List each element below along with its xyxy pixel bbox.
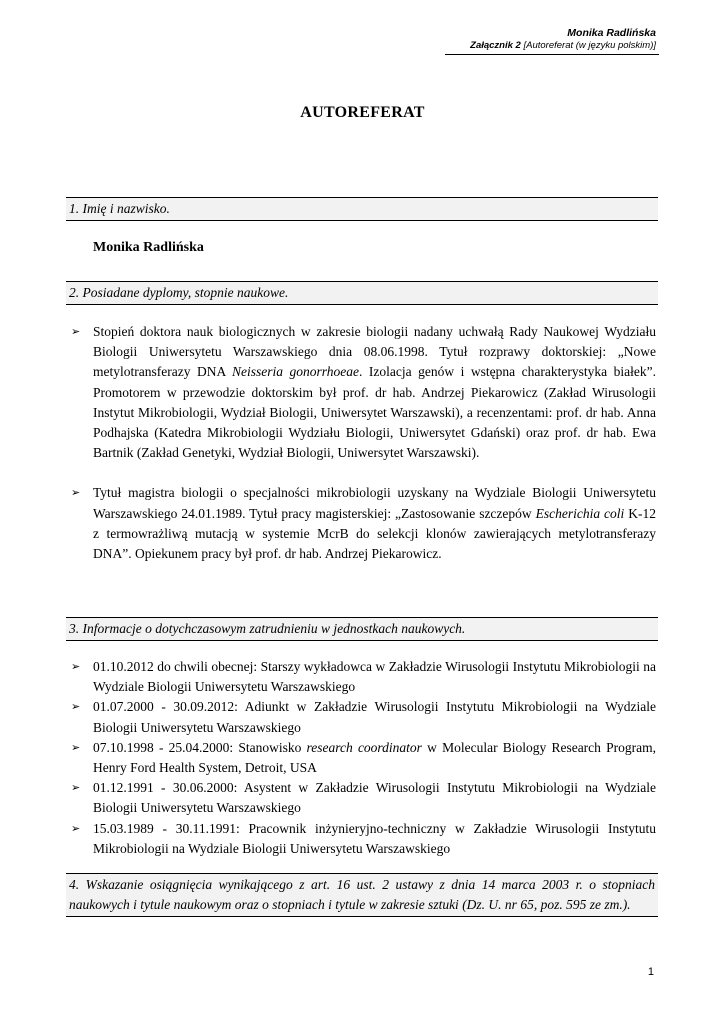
person-name: Monika Radlińska xyxy=(93,240,204,255)
section-3-heading: 3. Informacje o dotychczasowym zatrudnieniu w jednostkach naukowych. xyxy=(66,617,658,641)
section-4-heading: 4. Wskazanie osiągnięcia wynikającego z art. 16 ust. 2 ustawy z dnia 14 marca 2003 r. o stopniach naukowych i tytule naukowym oraz o stopniach i tytule w zakresie sztuki (Dz. U. nr 65, poz. 595 ze zm.). xyxy=(66,873,658,917)
employment-list xyxy=(71,657,656,859)
job-2-text: 01.07.2000 - 30.09.2012: Adiunkt w Zakładzie Wirusologii Instytutu Mikrobiologii na Wydziale Biologii Uniwersytetu Warszawskiego xyxy=(93,699,656,735)
bullet-arrow-icon: ➢ xyxy=(71,740,81,754)
list-item-job-4 xyxy=(71,778,656,818)
bullet-arrow-icon: ➢ xyxy=(71,486,81,500)
bullet-arrow-icon: ➢ xyxy=(71,325,81,338)
bullet-arrow-icon: ➢ xyxy=(71,781,81,795)
header-attachment-desc: [Autoreferat (w języku polskim)] xyxy=(520,40,656,51)
header-attachment xyxy=(470,40,656,51)
masters-text-2: K-12 z termowrażliwą mutacją w systemie McrB do selekcji klonów zawierających metylotransferazy DNA”. Opiekunem pracy był prof. dr hab. Andrzej Piekarowicz. xyxy=(93,505,656,562)
bullet-arrow-icon: ➢ xyxy=(71,700,81,714)
job-4-text: 01.12.1991 - 30.06.2000: Asystent w Zakładzie Wirusologii Instytutu Mikrobiologii na Wydziale Biologii Uniwersytetu Warszawskiego xyxy=(93,780,656,816)
section-1-heading: 1. Imię i nazwisko. xyxy=(66,197,658,221)
list-item-job-2 xyxy=(71,697,656,737)
header-author: Monika Radlińska xyxy=(567,27,656,39)
bullet-arrow-icon: ➢ xyxy=(71,821,81,835)
job-5-text: 15.03.1989 - 30.11.1991: Pracownik inżynieryjno-techniczny w Zakładzie Wirusologii Instytutu Mikrobiologii na Wydziale Biologii Uniwersytetu Warszawskiego xyxy=(93,820,656,856)
job-3-text-2: w Molecular Biology Research Program, Henry Ford Health System, Detroit, USA xyxy=(93,739,656,776)
list-item-masters xyxy=(71,483,656,564)
phd-species: Neisseria gonorrhoeae xyxy=(232,364,360,380)
header-attachment-label: Załącznik 2 xyxy=(470,40,521,51)
phd-text-2: . Izolacja genów i wstępna charakterystyka białek”. Promotorem w przewodzie doktorskim był prof. dr hab. Andrzej Piekarowicz (Zakład Wirusologii Instytut Mikrobiologii, Wydział Biologii, Uniwersytet Warszawski), a recenzentami: prof. dr hab. Anna Podhajska (Katedra Mikrobiologii Wydziału Biologii, Uniwersytet Gdański) oraz prof. dr hab. Ewa Bartnik (Zakład Genetyki, Wydział Biologii, Uniwersytet Warszawski). xyxy=(93,364,656,461)
masters-species: Escherichia coli xyxy=(535,505,625,521)
diplomas-list xyxy=(71,322,656,564)
list-item-job-3 xyxy=(71,738,656,778)
job-1-text: 01.10.2012 do chwili obecnej: Starszy wykładowca w Zakładzie Wirusologii Instytutu Mikrobiologii na Wydziale Biologii Uniwersytetu Warszawskiego xyxy=(93,659,656,695)
job-3-text-1: 07.10.1998 - 25.04.2000: Stanowisko xyxy=(93,739,307,755)
section-2-heading: 2. Posiadane dyplomy, stopnie naukowe. xyxy=(66,281,658,305)
list-item-job-1 xyxy=(71,657,656,697)
job-3-role: research coordinator xyxy=(306,739,422,755)
bullet-arrow-icon: ➢ xyxy=(71,660,81,673)
header-divider xyxy=(445,54,659,55)
masters-text-1: Tytuł magistra biologii o specjalności mikrobiologii uzyskany na Wydziale Biologii Uniwersytetu Warszawskiego 24.01.1989. Tytuł pracy magisterskiej: „Zastosowanie szczepów xyxy=(93,485,656,521)
list-item-job-5 xyxy=(71,819,656,859)
list-item-phd xyxy=(71,322,656,463)
page-number: 1 xyxy=(647,966,654,978)
phd-text-1: Stopień doktora nauk biologicznych w zakresie biologii nadany uchwałą Rady Naukowej Wydziału Biologii Uniwersytetu Warszawskiego dnia 08.06.1998. Tytuł rozprawy doktorskiej: „Nowe metylotransferazy DNA xyxy=(93,324,656,380)
document-title: AUTOREFERAT xyxy=(300,104,425,121)
